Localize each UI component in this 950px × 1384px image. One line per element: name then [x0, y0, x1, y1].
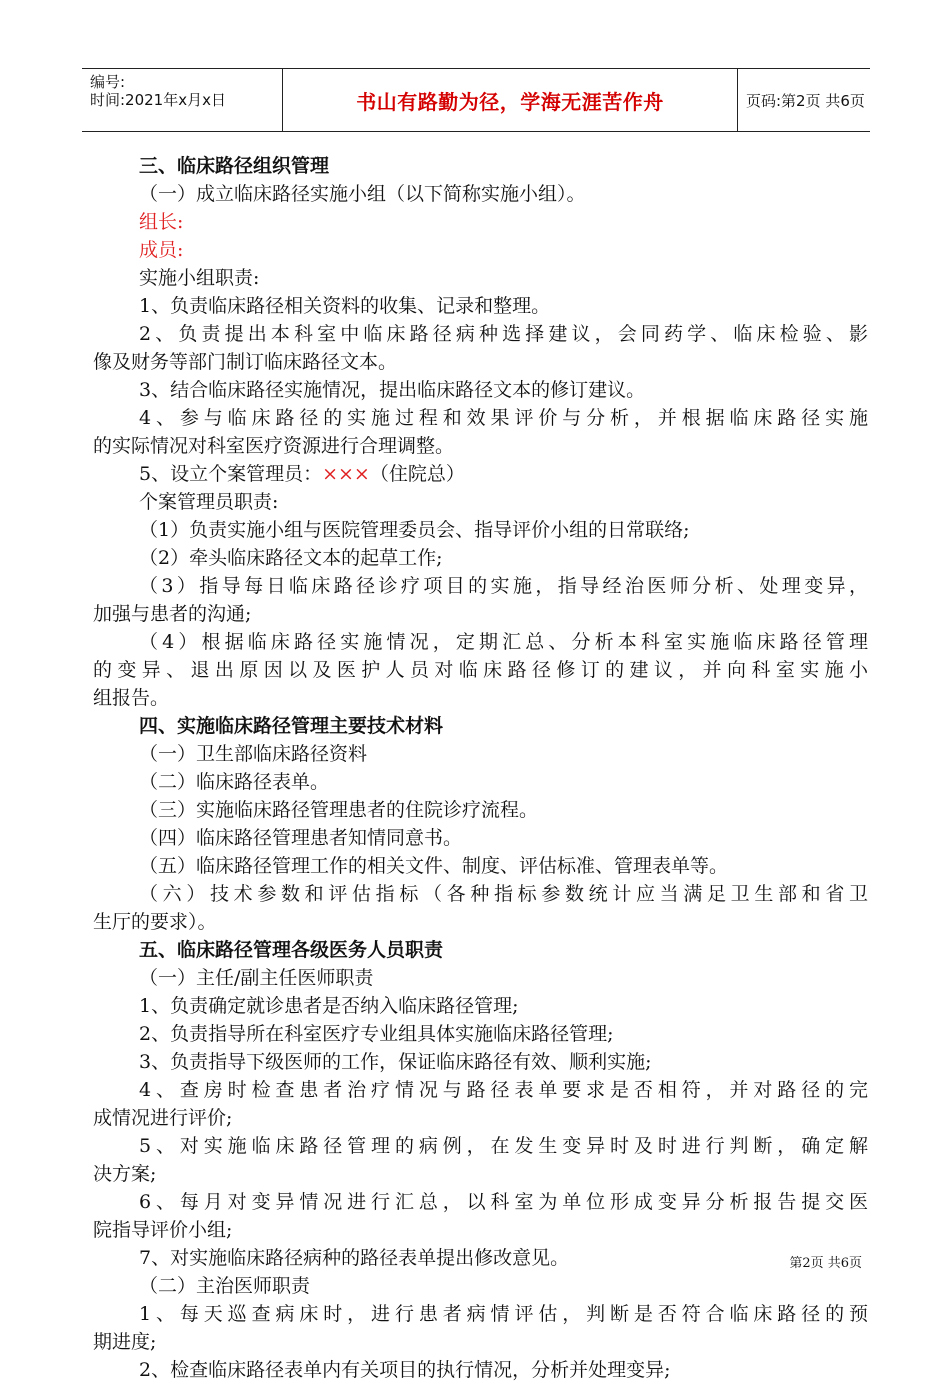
paragraph-line: 6、每月对变异情况进行汇总，以科室为单位形成变异分析报告提交医 — [139, 1191, 868, 1213]
section-heading-5: 五、临床路径管理各级医务人员职责 — [139, 939, 444, 961]
paragraph-line: （3）指导每日临床路径诊疗项目的实施，指导经治医师分析、处理变异， — [139, 575, 868, 597]
paragraph-line: 期进度; — [93, 1331, 157, 1353]
paragraph-line: （四）临床路径管理患者知情同意书。 — [139, 827, 463, 849]
paragraph-line: （二）主治医师职责 — [139, 1275, 311, 1297]
document-date-label: 时间:2021年x月x日 — [90, 91, 226, 109]
paragraph-line: 的变异、退出原因以及医护人员对临床路径修订的建议，并向科室实施小 — [93, 659, 868, 681]
header-meta — [82, 69, 282, 131]
document-number-label: 编号: — [90, 73, 126, 91]
paragraph-line: 4、查房时检查患者治疗情况与路径表单要求是否相符，并对路径的完 — [139, 1079, 868, 1101]
header-page-label: 页码:第2页 共6页 — [746, 91, 865, 110]
paragraph-line: （一）主任/副主任医师职责 — [139, 967, 374, 989]
case-manager-placeholder: ××× — [322, 463, 370, 485]
group-leader-label: 组长: — [139, 211, 184, 233]
paragraph-line: （一）卫生部临床路径资料 — [139, 743, 368, 765]
group-members-label: 成员: — [139, 239, 184, 261]
paragraph-line: 决方案; — [93, 1163, 157, 1185]
paragraph-line: 实施小组职责: — [139, 267, 260, 289]
paragraph-line: 生厅的要求）。 — [93, 911, 217, 933]
paragraph-line: （4）根据临床路径实施情况，定期汇总、分析本科室实施临床路径管理 — [139, 631, 868, 653]
paragraph-line: 像及财务等部门制订临床路径文本。 — [93, 351, 398, 373]
document-body — [93, 152, 868, 1384]
paragraph-line: 院指导评价小组; — [93, 1219, 233, 1241]
paragraph-line: 个案管理员职责: — [139, 491, 279, 513]
paragraph-line: 1、负责确定就诊患者是否纳入临床路径管理; — [139, 995, 519, 1017]
paragraph-line: （一）成立临床路径实施小组（以下简称实施小组）。 — [139, 183, 586, 205]
paragraph-line: 组报告。 — [93, 687, 170, 709]
paragraph-line: 加强与患者的沟通; — [93, 603, 252, 625]
header-motto-cell — [282, 69, 738, 131]
paragraph-line: （五）临床路径管理工作的相关文件、制度、评估标准、管理表单等。 — [139, 855, 729, 877]
paragraph-line: 3、结合临床路径实施情况，提出临床路径文本的修订建议。 — [139, 379, 646, 401]
paragraph-line: 7、对实施临床路径病种的路径表单提出修改意见。 — [139, 1247, 570, 1269]
paragraph-line: 4、参与临床路径的实施过程和效果评价与分析，并根据临床路径实施 — [139, 407, 868, 429]
paragraph-line: 成情况进行评价; — [93, 1107, 233, 1129]
paragraph-line: 的实际情况对科室医疗资源进行合理调整。 — [93, 435, 455, 457]
paragraph-line: 2、检查临床路径表单内有关项目的执行情况，分析并处理变异; — [139, 1359, 671, 1381]
section-heading-4: 四、实施临床路径管理主要技术材料 — [139, 715, 444, 737]
paragraph-line: 1、负责临床路径相关资料的收集、记录和整理。 — [139, 295, 551, 317]
paragraph-line: 1、每天巡查病床时，进行患者病情评估，判断是否符合临床路径的预 — [139, 1303, 868, 1325]
case-manager-label: 5、设立个案管理员： — [139, 463, 323, 485]
header-motto: 书山有路勤为径，学海无涯苦作舟 — [356, 89, 664, 114]
case-manager-line — [93, 460, 868, 488]
paragraph-line: （三）实施临床路径管理患者的住院诊疗流程。 — [139, 799, 539, 821]
paragraph-line: 2、负责提出本科室中临床路径病种选择建议，会同药学、临床检验、影 — [139, 323, 868, 345]
paragraph-line: 3、负责指导下级医师的工作，保证临床路径有效、顺利实施; — [139, 1051, 652, 1073]
paragraph-line: 2、负责指导所在科室医疗专业组具体实施临床路径管理; — [139, 1023, 614, 1045]
paragraph-line: （二）临床路径表单。 — [139, 771, 330, 793]
header-page-cell — [736, 69, 870, 131]
paragraph-line: （2）牵头临床路径文本的起草工作; — [139, 547, 443, 569]
section-heading-3: 三、临床路径组织管理 — [139, 155, 330, 177]
paragraph-line: 5、对实施临床路径管理的病例，在发生变异时及时进行判断，确定解 — [139, 1135, 868, 1157]
paragraph-line: （六）技术参数和评估指标（各种指标参数统计应当满足卫生部和省卫 — [139, 883, 868, 905]
case-manager-note: （住院总） — [369, 463, 465, 485]
page-footer: 第2页 共6页 — [789, 1256, 862, 1271]
paragraph-line: （1）负责实施小组与医院管理委员会、指导评价小组的日常联络; — [139, 519, 690, 541]
page-header — [82, 68, 870, 132]
